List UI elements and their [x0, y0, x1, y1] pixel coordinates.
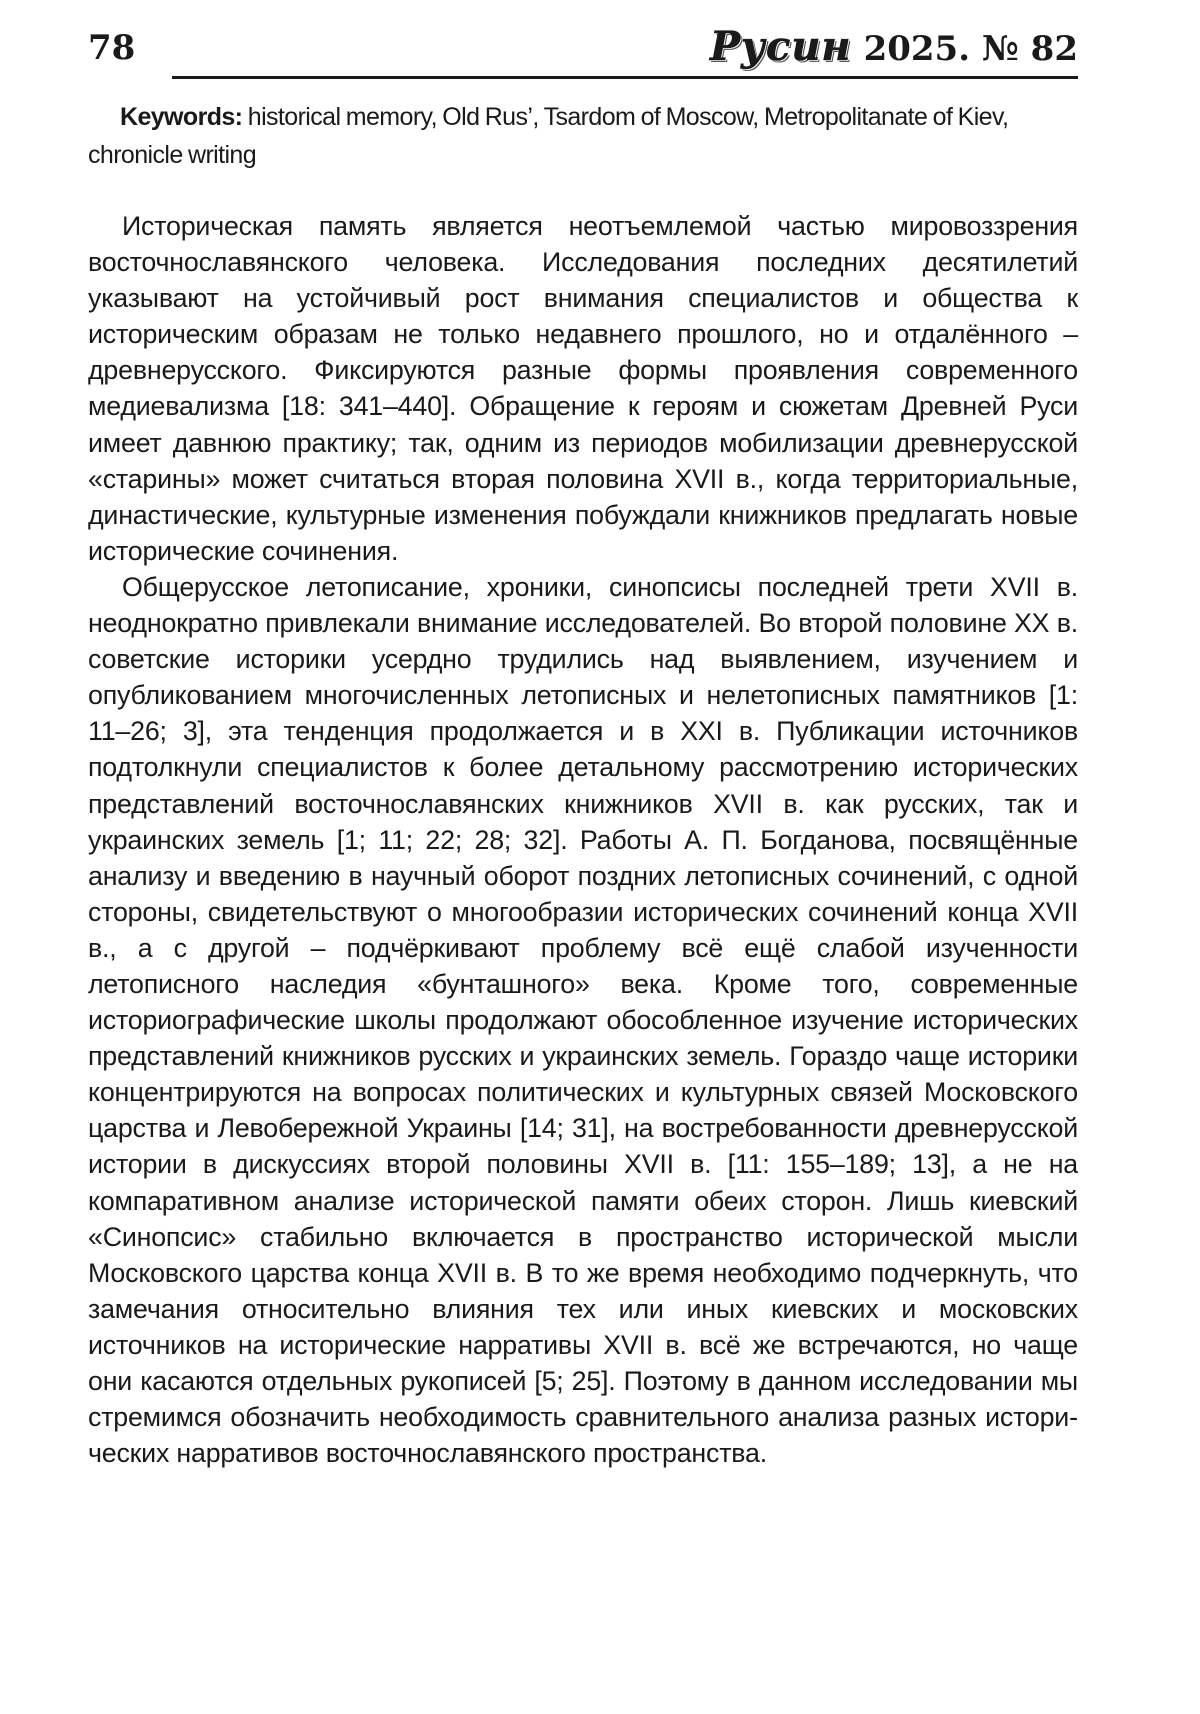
issue-number: 2025. № 82	[863, 29, 1078, 69]
keywords-block	[88, 98, 1078, 174]
paragraph: Историческая память является неотъемлемой частью мировоззрения восточнославянского человека. Исследования последних десятилетий указывают на устойчивый рост внимания специалистов и общества к историческим образам не только недавнего прошлого, но и отдалённого – древнерусского. Фиксируются разные формы проявления современного медиевализма [18: 341–440]. Обращение к героям и сюжетам Древней Руси имеет давнюю практику; так, одним из периодов мобилизации древнерусской «старины» может считаться вторая половина XVII в., когда территориальные, династические, культурные изменения побуждали книжников предлагать новые исторические сочинения.	[88, 211, 1078, 566]
header-rule	[172, 76, 1078, 79]
running-head	[709, 23, 1078, 70]
article-body	[88, 208, 1078, 1471]
keywords-text: historical memory, Old Rus’, Tsardom of Moscow, Metropolitanate of Kiev, chronicle writing	[88, 103, 1009, 169]
page-number: 78	[88, 28, 136, 68]
keywords-label: Keywords:	[120, 103, 243, 131]
journal-name: Русин	[709, 23, 852, 70]
paragraph: Общерусское летописание, хроники, синопсисы последней трети XVII в. неоднократно привлекали внимание исследователей. Во второй половине XX в. советские историки усердно трудились над выявлением, изучением и опубликованием многочисленных летописных и нелетописных памятников [1: 11–26; 3], эта тенденция продолжается и в XXI в. Публикации источников подтолкнули специалистов к более детальному рассмотрению исторических представлений восточнославянских книжников XVII в. как русских, так и украинских земель [1; 11; 22; 28; 32]. Работы А. П. Богданова, посвящённые анализу и введению в научный оборот поздних летописных сочинений, с одной стороны, свидетельствуют о многообразии исторических сочинений конца XVII в., а с другой – подчёркивают проблему всё ещё слабой изученности летописного наследия «бунташного» века. Кроме того, современные историографические школы продолжают обособленное изучение исторических представлений книжников русских и украинских земель. Гораздо чаще историки концентрируются на вопросах политических и культурных связей Московского царства и Левобережной Украины [14; 31], на востребованности древнерусской истории в дискуссиях второй половины XVII в. [11: 155–189; 13], а не на компаративном анализе исторической памяти обеих сторон. Лишь киевский «Синопсис» стабильно включается в пространство исторической мысли Московского царства конца XVII в. В то же время необходимо подчеркнуть, что замечания относительно влияния тех или иных киевских и московских источников на исторические нарративы XVII в. всё же встречаются, но чаще они касаются отдельных рукописей [5; 25]. Поэтому в данном исследовании мы стремимся обозначить необходимость сравнительного анализа разных исторических нарративов восточнославянского пространства.	[88, 571, 1078, 1469]
page-header	[88, 24, 1078, 80]
